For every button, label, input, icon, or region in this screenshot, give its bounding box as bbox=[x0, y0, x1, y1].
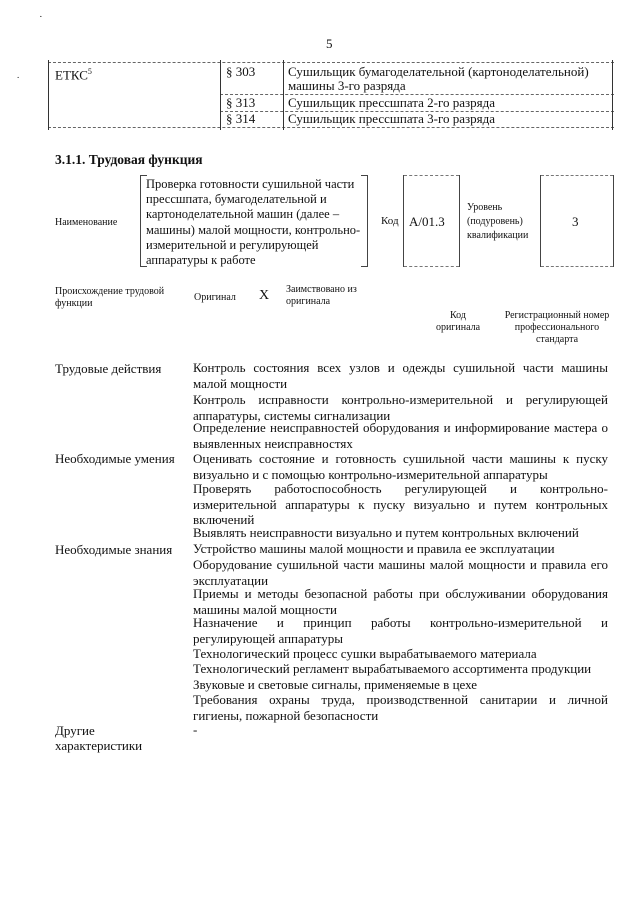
origin-label: Происхождение трудовой функции bbox=[55, 286, 165, 309]
level-label: Уровень (подуровень) квалификации bbox=[467, 202, 529, 241]
other-characteristics-value: - bbox=[193, 722, 198, 737]
section-heading: 3.1.1. Трудовая функция bbox=[55, 152, 203, 167]
function-name: Проверка готовности сушильной части прессшпата, бумагоделательной и картоноделательной машин (далее – машины) малой мощности, контрольно- измерительной и регулирующей аппаратуры к работе bbox=[146, 177, 361, 268]
table-border bbox=[48, 62, 614, 63]
etks-paragraph: § 303 bbox=[226, 64, 256, 79]
table-border bbox=[283, 60, 284, 130]
required-knowledge-label: Необходимые знания bbox=[55, 542, 173, 557]
etks-table bbox=[48, 60, 614, 130]
reg-number-label: Регистрационный номер профессионального стандарта bbox=[504, 310, 610, 345]
table-border bbox=[48, 127, 614, 128]
labor-actions-label: Трудовые действия bbox=[55, 361, 162, 376]
etks-profession: Сушильщик прессшпата 3-го разряда bbox=[288, 111, 495, 126]
labor-action-item: Контроль состояния всех узлов и одежды сушильной части машины малой мощности bbox=[193, 360, 608, 391]
knowledge-item: Приемы и методы безопасной работы при обслуживании оборудования машины малой мощности bbox=[193, 586, 608, 617]
other-characteristics-label: Другие характеристики bbox=[55, 723, 143, 753]
labor-action-item: Контроль исправности контрольно-измерительной и регулирующей аппаратуры, системы сигнализации bbox=[193, 392, 608, 423]
etks-profession: Сушильщик прессшпата 2-го разряда bbox=[288, 95, 495, 110]
table-border bbox=[220, 60, 221, 130]
etks-paragraph: § 314 bbox=[226, 111, 256, 126]
etks-profession: Сушильщик бумагоделательной (картоноделательной) машины 3-го разряда bbox=[288, 64, 589, 93]
code-label: Код bbox=[381, 215, 399, 227]
labor-action-item: Определение неисправностей оборудования и информирование мастера о выявленных неисправностях bbox=[193, 420, 608, 451]
knowledge-item: Назначение и принцип работы контрольно-измерительной и регулирующей аппаратуры bbox=[193, 615, 608, 646]
knowledge-item: Требования охраны труда, производственной санитарии и личной гигиены, пожарной безопасности bbox=[193, 692, 608, 723]
name-label: Наименование bbox=[55, 217, 118, 228]
footnote-ref: 5 bbox=[87, 67, 92, 76]
knowledge-item: Технологический процесс сушки вырабатываемого материала bbox=[193, 646, 537, 661]
knowledge-item: Оборудование сушильной части машины малой мощности и правила его эксплуатации bbox=[193, 557, 608, 588]
knowledge-item: Технологический регламент вырабатываемого ассортимента продукции bbox=[193, 661, 592, 676]
etks-paragraph: § 313 bbox=[226, 95, 256, 110]
page-number: 5 bbox=[326, 36, 333, 51]
original-label: Оригинал bbox=[194, 292, 236, 303]
skill-item: Оценивать состояние и готовность сушильной части машины к пуску визуально и с помощью контрольно-измерительной аппаратуры bbox=[193, 451, 608, 482]
original-mark: X bbox=[259, 288, 270, 303]
function-code: A/01.3 bbox=[409, 214, 445, 229]
knowledge-item: Звуковые и световые сигналы, применяемые в цехе bbox=[193, 677, 478, 692]
required-skills-label: Необходимые умения bbox=[55, 451, 175, 466]
skill-item: Выявлять неисправности визуально и путем контрольных включений bbox=[193, 525, 579, 540]
qualification-level: 3 bbox=[572, 214, 579, 229]
knowledge-item: Устройство машины малой мощности и правила ее эксплуатации bbox=[193, 541, 555, 556]
code-original-label: Код оригинала bbox=[435, 310, 481, 333]
scan-mark: ˙ bbox=[39, 14, 43, 26]
borrowed-label: Заимствовано из оригинала bbox=[286, 284, 357, 307]
skill-item: Проверять работоспособность регулирующей и контрольно-измерительной аппаратуры к пуску визуально и путем контрольных включений bbox=[193, 481, 608, 528]
etks-source: ЕТКС$^5$ bbox=[55, 67, 92, 83]
scan-mark: . bbox=[17, 70, 20, 80]
table-border bbox=[48, 60, 49, 130]
table-border bbox=[612, 60, 613, 130]
